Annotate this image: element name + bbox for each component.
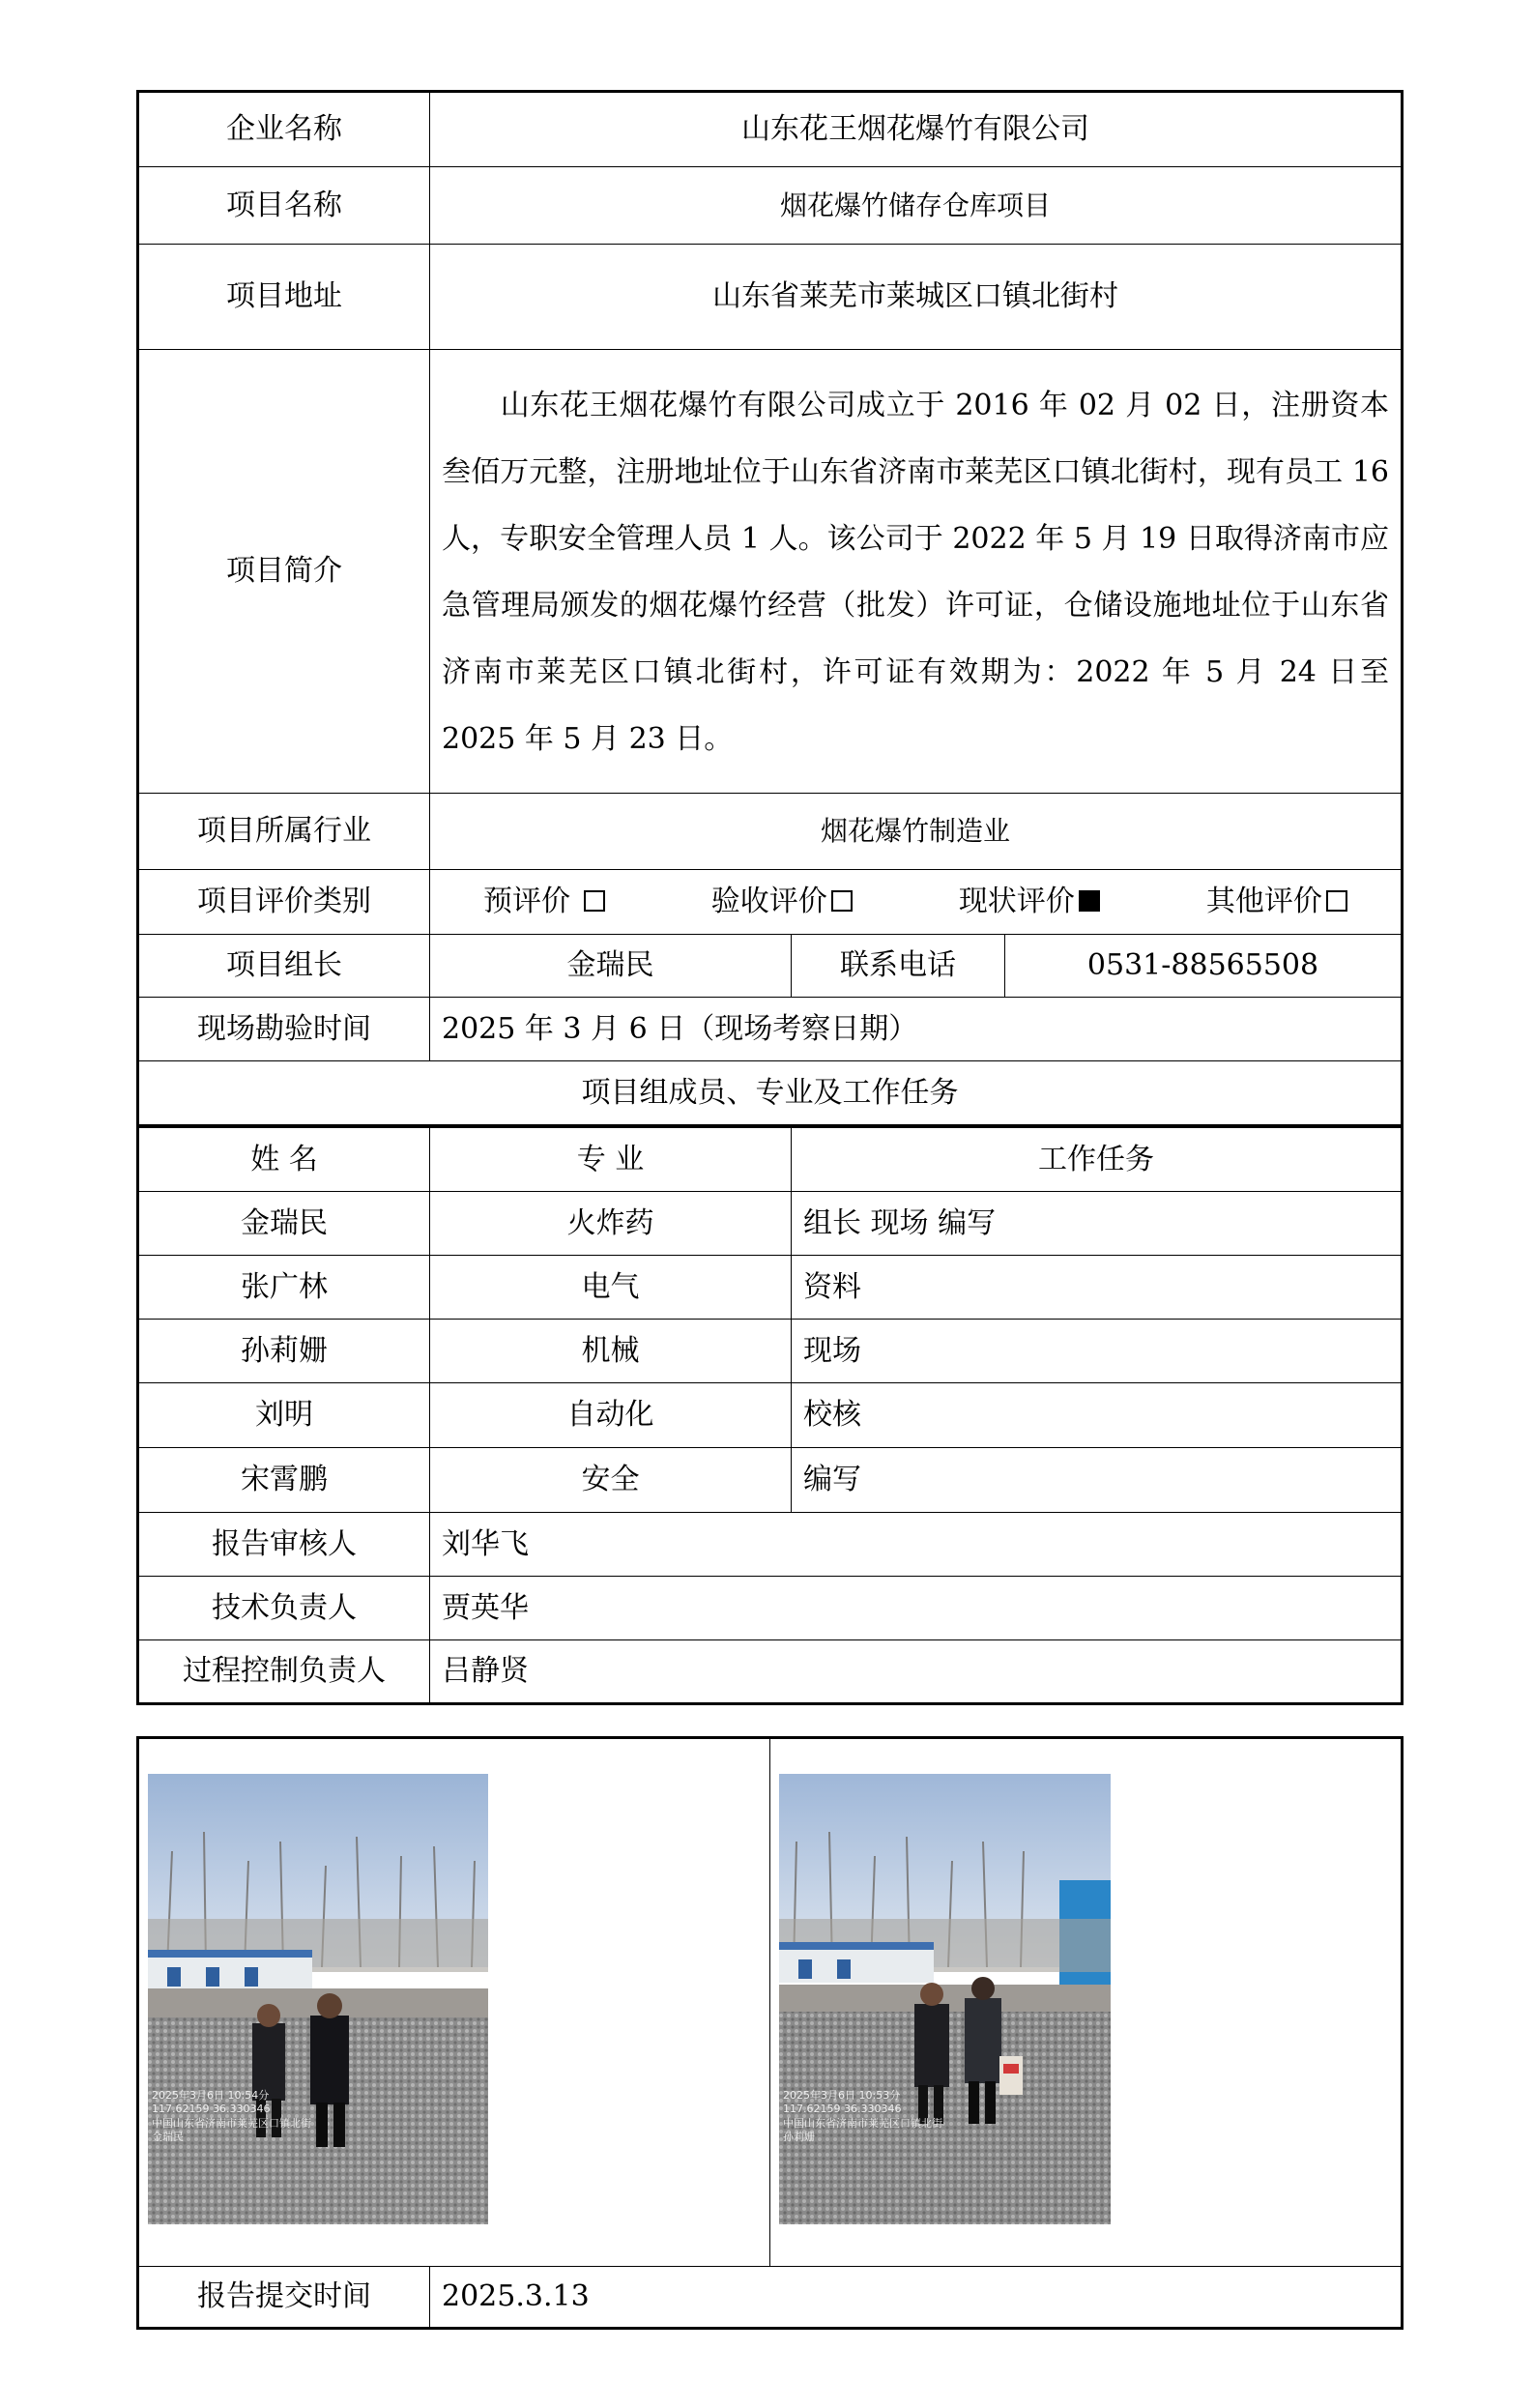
reviewer-label: 报告审核人 bbox=[138, 1513, 430, 1577]
industry-value: 烟花爆竹制造业 bbox=[430, 794, 1403, 870]
member-task: 现场 bbox=[792, 1320, 1403, 1383]
survey-time-value: 2025 年 3 月 6 日（现场考察日期） bbox=[430, 998, 1403, 1061]
col-major-header: 专 业 bbox=[430, 1128, 792, 1192]
site-photo-1 bbox=[148, 1774, 488, 2224]
eval-option-current[interactable]: 现状评价 bbox=[959, 885, 1100, 919]
table-row bbox=[138, 1448, 1403, 1513]
process-lead-label: 过程控制负责人 bbox=[138, 1640, 430, 1704]
industry-label: 项目所属行业 bbox=[138, 794, 430, 870]
photo-2-stamp: 2025年3月6日 10:53分 117.62159 36.330346 中国山东省济南市莱芜区口镇北街 孙莉姗 bbox=[783, 2089, 942, 2143]
member-task: 资料 bbox=[792, 1256, 1403, 1320]
photos-table bbox=[136, 1736, 1404, 2330]
company-label: 企业名称 bbox=[138, 92, 430, 167]
member-task: 编写 bbox=[792, 1448, 1403, 1513]
intro-label: 项目简介 bbox=[138, 350, 430, 794]
project-label: 项目名称 bbox=[138, 167, 430, 245]
reviewer-value: 刘华飞 bbox=[430, 1513, 1403, 1577]
survey-time-label: 现场勘验时间 bbox=[138, 998, 430, 1061]
member-major: 火炸药 bbox=[430, 1192, 792, 1256]
submit-time-value: 2025.3.13 bbox=[430, 2267, 1403, 2329]
member-task: 组长 现场 编写 bbox=[792, 1192, 1403, 1256]
member-name: 孙莉姗 bbox=[138, 1320, 430, 1383]
checkbox-current[interactable] bbox=[1079, 890, 1100, 912]
col-task-header: 工作任务 bbox=[792, 1128, 1403, 1192]
table-row bbox=[138, 1256, 1403, 1320]
photo-cell-right bbox=[770, 1738, 1403, 2267]
intro-value bbox=[430, 350, 1403, 794]
intro-text: 山东花王烟花爆竹有限公司成立于 2016 年 02 月 02 日，注册资本叁佰万元整，注册地址位于山东省济南市莱芜区口镇北街村，现有员工 16 人，专职安全管理人员 1 人。该公司于 2022 年 5 月 19 日取得济南市应急管理局颁发的烟花爆竹经营（批发）许可证，仓储设施地址位于山东省济南市莱芜区口镇北街村，许可证有效期为：2022 年 5 月 24 日至 2025 年 5 月 23 日。 bbox=[442, 389, 1390, 756]
site-photo-2-image bbox=[779, 1774, 1111, 2224]
submit-time-label: 报告提交时间 bbox=[138, 2267, 430, 2329]
tech-lead-label: 技术负责人 bbox=[138, 1577, 430, 1640]
tech-lead-value: 贾英华 bbox=[430, 1577, 1403, 1640]
member-name: 张广林 bbox=[138, 1256, 430, 1320]
process-lead-value: 吕静贤 bbox=[430, 1640, 1403, 1704]
member-major: 自动化 bbox=[430, 1383, 792, 1448]
table-row bbox=[138, 1320, 1403, 1383]
address-value: 山东省莱芜市莱城区口镇北街村 bbox=[430, 245, 1403, 350]
leader-value: 金瑞民 bbox=[430, 935, 792, 998]
company-value: 山东花王烟花爆竹有限公司 bbox=[430, 92, 1403, 167]
member-major: 安全 bbox=[430, 1448, 792, 1513]
checkbox-pre[interactable] bbox=[584, 890, 605, 912]
site-photo-1-image bbox=[148, 1774, 488, 2224]
member-task: 校核 bbox=[792, 1383, 1403, 1448]
photo-1-stamp: 2025年3月6日 10:54分 117.62159 36.330346 中国山东省济南市莱芜区口镇北街 金瑞民 bbox=[152, 2089, 311, 2143]
members-header: 项目组成员、专业及工作任务 bbox=[138, 1061, 1403, 1126]
eval-option-acceptance[interactable]: 验收评价 bbox=[711, 885, 853, 919]
col-name-header: 姓 名 bbox=[138, 1128, 430, 1192]
members-table bbox=[136, 1127, 1404, 1705]
eval-type-label: 项目评价类别 bbox=[138, 870, 430, 935]
eval-option-other[interactable]: 其他评价 bbox=[1206, 885, 1347, 919]
project-info-table bbox=[136, 90, 1404, 1127]
table-row bbox=[138, 1383, 1403, 1448]
eval-type-options bbox=[430, 870, 1403, 935]
table-row bbox=[138, 1192, 1403, 1256]
photo-cell-left bbox=[138, 1738, 770, 2267]
member-major: 机械 bbox=[430, 1320, 792, 1383]
member-name: 宋霄鹏 bbox=[138, 1448, 430, 1513]
eval-option-pre[interactable]: 预评价 bbox=[483, 885, 605, 919]
leader-label: 项目组长 bbox=[138, 935, 430, 998]
project-value: 烟花爆竹储存仓库项目 bbox=[430, 167, 1403, 245]
checkbox-acceptance[interactable] bbox=[831, 890, 853, 912]
member-name: 刘明 bbox=[138, 1383, 430, 1448]
member-major: 电气 bbox=[430, 1256, 792, 1320]
checkbox-other[interactable] bbox=[1326, 890, 1347, 912]
phone-label: 联系电话 bbox=[792, 935, 1005, 998]
address-label: 项目地址 bbox=[138, 245, 430, 350]
phone-value: 0531-88565508 bbox=[1005, 935, 1403, 998]
member-name: 金瑞民 bbox=[138, 1192, 430, 1256]
site-photo-2 bbox=[779, 1774, 1111, 2224]
